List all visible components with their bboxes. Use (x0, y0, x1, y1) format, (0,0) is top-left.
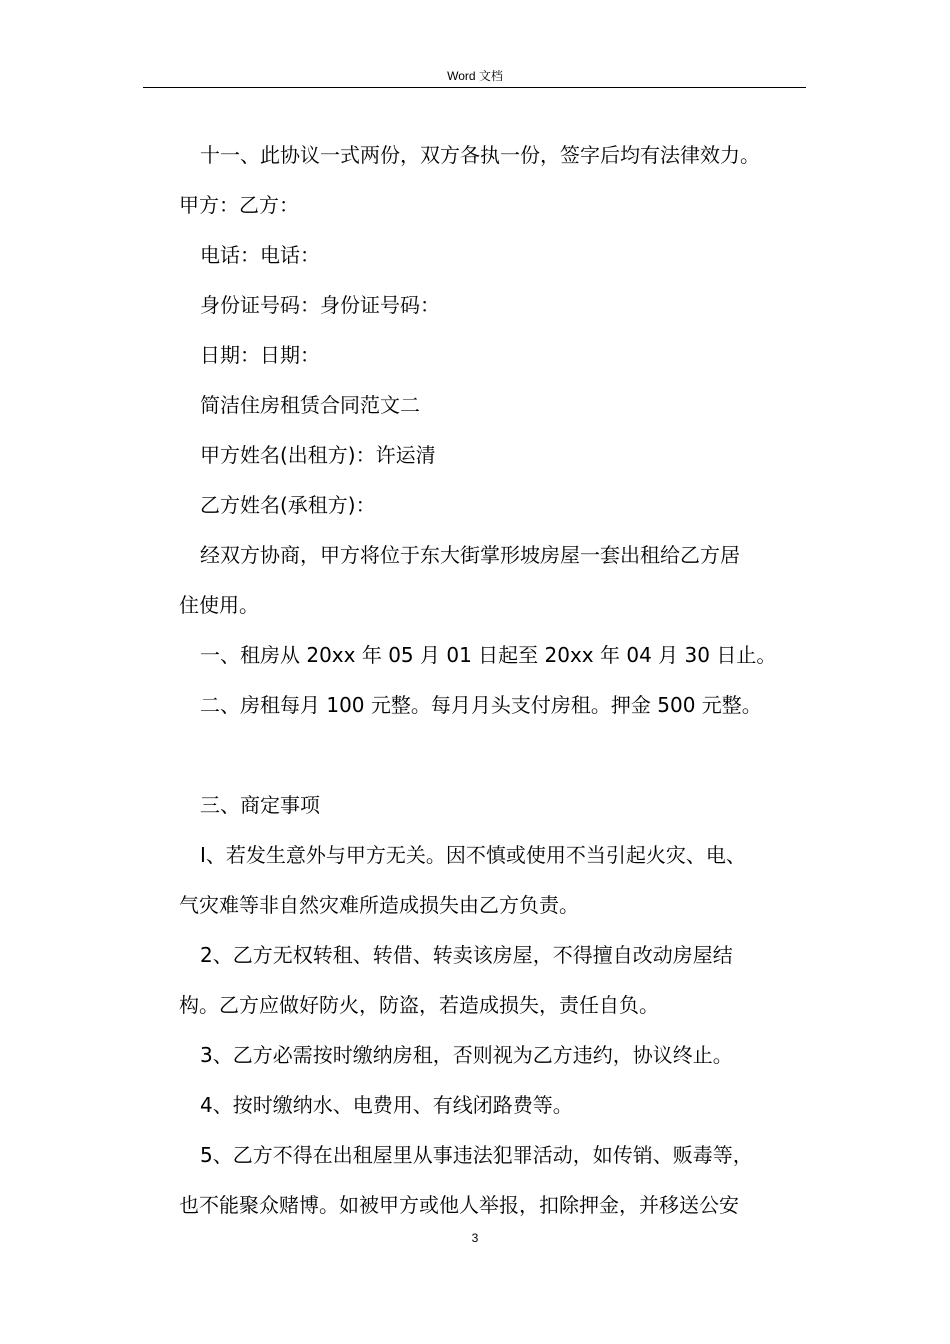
text-line: 电话：电话： (200, 243, 320, 267)
text-line: 一、租房从 20xx 年 05 月 01 日起至 20xx 年 04 月 30 日止。 (200, 643, 777, 667)
header-title: Word 文档 (447, 69, 503, 83)
section-heading: 简洁住房租赁合同范文二 (200, 393, 420, 417)
text-line: 甲方姓名(出租方)：许运清 (200, 443, 436, 467)
text-line: 4、按时缴纳水、电费用、有线闭路费等。 (200, 1093, 573, 1117)
text-line: 也不能聚众赌博。如被甲方或他人举报，扣除押金，并移送公安 (179, 1193, 739, 1217)
text-line: 十一、此协议一式两份，双方各执一份，签字后均有法律效力。 (200, 143, 760, 167)
document-body (179, 130, 829, 1230)
blank-line (179, 730, 829, 780)
text-line: 5、乙方不得在出租屋里从事违法犯罪活动，如传销、贩毒等， (200, 1143, 753, 1167)
page-number: 3 (471, 1231, 479, 1245)
text-line: 二、房租每月 100 元整。每月月头支付房租。押金 500 元整。 (200, 693, 762, 717)
text-line: 甲方：乙方： (179, 193, 299, 217)
text-line: 气灾难等非自然灾难所造成损失由乙方负责。 (179, 893, 579, 917)
text-line: 乙方姓名(承租方)： (200, 493, 376, 517)
text-line: 住使用。 (179, 593, 259, 617)
header-divider (143, 87, 806, 88)
text-line: 经双方协商，甲方将位于东大街掌形坡房屋一套出租给乙方居 (200, 543, 740, 567)
text-line: 3、乙方必需按时缴纳房租，否则视为乙方违约，协议终止。 (200, 1043, 733, 1067)
text-line: 日期：日期： (200, 343, 320, 367)
text-line: 三、商定事项 (200, 793, 320, 817)
text-line: 身份证号码：身份证号码： (200, 293, 440, 317)
text-line: 2、乙方无权转租、转借、转卖该房屋，不得擅自改动房屋结 (200, 943, 733, 967)
text-line: I、若发生意外与甲方无关。因不慎或使用不当引起火灾、电、 (200, 843, 746, 867)
text-line: 构。乙方应做好防火，防盗，若造成损失，责任自负。 (179, 993, 659, 1017)
